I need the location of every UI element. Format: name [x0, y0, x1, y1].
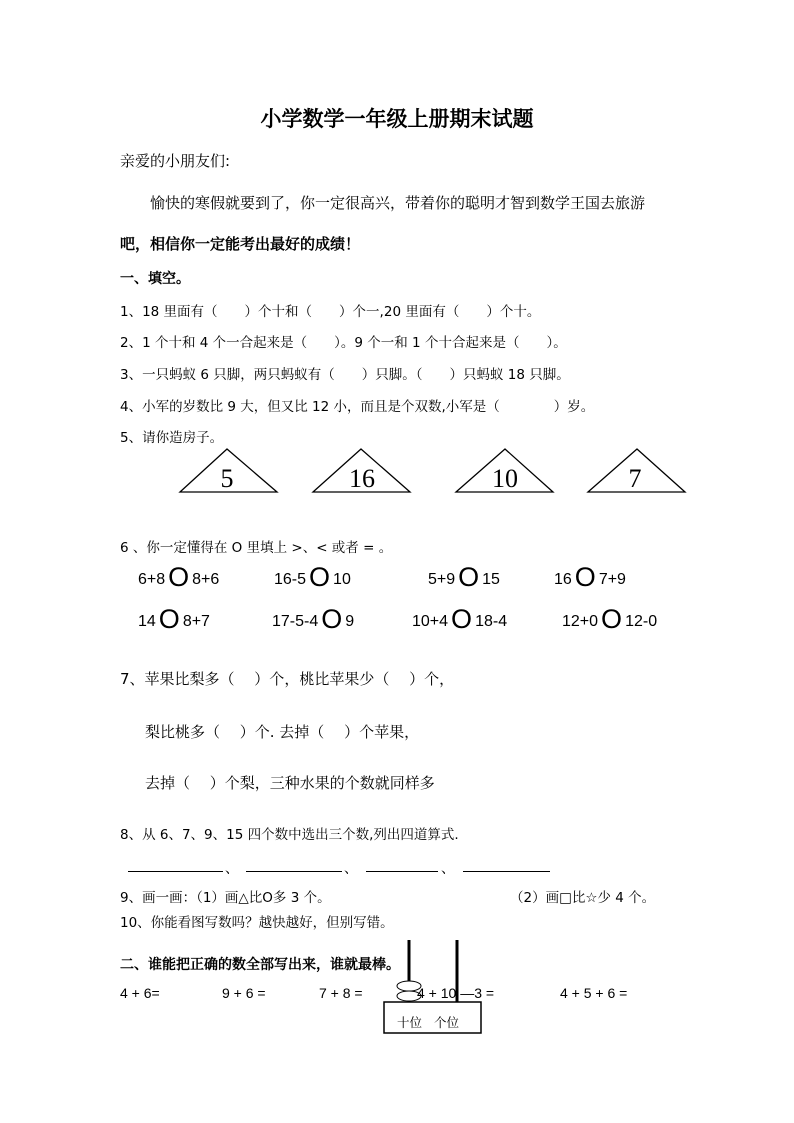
compare-circle[interactable]: O — [168, 562, 190, 592]
house-1-number: 5 — [220, 464, 234, 493]
compare-item — [138, 562, 219, 593]
compare-item — [428, 562, 500, 593]
compare-left: 14 — [138, 613, 156, 630]
compare-left: 16 — [554, 571, 572, 588]
answer-blank[interactable] — [246, 871, 342, 872]
blank-separator: 、 — [441, 861, 455, 877]
question-9-part-1: 9、画一画：（1）画△比O多 3 个。 — [120, 890, 331, 906]
blank-separator: 、 — [344, 861, 358, 877]
blank-separator: 、 — [225, 861, 239, 877]
question-9-part-2: （2）画□比☆少 4 个。 — [510, 890, 656, 906]
question-7-line-2: 梨比桃多（ ）个. 去掉（ ）个苹果， — [145, 723, 420, 741]
compare-right: 8+6 — [192, 571, 220, 588]
compare-left: 5+9 — [428, 571, 456, 588]
question-1: 1、18 里面有（ ）个十和（ ）个一,20 里面有（ ）个十。 — [120, 304, 541, 320]
compare-right: 8+7 — [182, 613, 210, 630]
compare-right: 15 — [482, 571, 500, 588]
compare-circle[interactable]: O — [321, 604, 343, 634]
compare-item — [412, 604, 507, 635]
question-2: 2、1 个十和 4 个一合起来是（ ）。9 个一和 1 个十合起来是（ ）。 — [120, 335, 567, 351]
house-2 — [311, 447, 413, 495]
house-1 — [178, 447, 280, 495]
question-8: 8、从 6、7、9、15 四个数中选出三个数,列出四道算式. — [120, 827, 459, 843]
compare-right: 12-0 — [625, 613, 658, 630]
question-7-line-3: 去掉（ ）个梨，三种水果的个数就同样多 — [145, 774, 435, 792]
house-3 — [454, 447, 556, 495]
abacus-label — [397, 1013, 459, 1031]
compare-left: 17-5-4 — [272, 613, 319, 630]
house-4 — [586, 447, 688, 495]
question-5: 5、请你造房子。 — [120, 430, 224, 446]
compare-circle[interactable]: O — [451, 604, 473, 634]
house-4-number: 7 — [628, 464, 642, 493]
compare-left: 12+0 — [562, 613, 599, 630]
equation: 4 + 6= — [120, 985, 160, 1001]
compare-circle[interactable]: O — [601, 604, 623, 634]
compare-right: 18-4 — [475, 613, 508, 630]
greeting: 亲爱的小朋友们: — [120, 152, 231, 170]
compare-circle[interactable]: O — [574, 562, 596, 592]
compare-right: 9 — [345, 613, 355, 630]
compare-item — [272, 604, 354, 635]
house-3-number: 10 — [492, 464, 518, 493]
question-4: 4、小军的岁数比 9 大，但又比 12 小，而且是个双数,小军是（ ）岁。 — [120, 399, 595, 415]
equation: 4 + 10 —3 = — [417, 985, 495, 1001]
intro-line-2: 吧，相信你一定能考出最好的成绩！ — [120, 235, 361, 253]
question-3: 3、一只蚂蚁 6 只脚，两只蚂蚁有（ ）只脚。（ ）只蚂蚁 18 只脚。 — [120, 367, 570, 383]
answer-blank[interactable] — [128, 871, 223, 872]
compare-item — [274, 562, 351, 593]
house-2-number: 16 — [349, 464, 375, 493]
question-7-line-1: 7、苹果比梨多（ ）个，桃比苹果少（ ）个， — [120, 670, 455, 688]
equation: 9 + 6 = — [222, 985, 266, 1001]
ones-label: 个位 — [433, 1015, 459, 1030]
compare-circle[interactable]: O — [458, 562, 480, 592]
compare-left: 10+4 — [412, 613, 449, 630]
compare-item — [138, 604, 210, 635]
answer-blank[interactable] — [366, 871, 438, 872]
question-10: 10、你能看图写数吗？越快越好，但别写错。 — [120, 915, 394, 931]
compare-right: 10 — [333, 571, 351, 588]
answer-blank[interactable] — [463, 871, 550, 872]
compare-left: 16-5 — [274, 571, 307, 588]
compare-circle[interactable]: O — [158, 604, 180, 634]
tens-label: 十位 — [397, 1015, 423, 1030]
intro-line-1: 愉快的寒假就要到了，你一定很高兴，带着你的聪明才智到数学王国去旅游 — [150, 194, 646, 212]
equation: 7 + 8 = — [319, 985, 363, 1001]
question-6: 6 、你一定懂得在 O 里填上 >、< 或者 = 。 — [120, 540, 393, 556]
compare-item — [554, 562, 626, 593]
page-title: 小学数学一年级上册期末试题 — [260, 107, 534, 131]
compare-left: 6+8 — [138, 571, 166, 588]
compare-right: 7+9 — [598, 571, 626, 588]
compare-item — [562, 604, 657, 635]
equation: 4 + 5 + 6 = — [560, 985, 628, 1001]
section2-heading: 二、谁能把正确的数全部写出来，谁就最棒。 — [120, 957, 400, 973]
section1-heading: 一、填空。 — [120, 271, 190, 287]
compare-circle[interactable]: O — [309, 562, 331, 592]
